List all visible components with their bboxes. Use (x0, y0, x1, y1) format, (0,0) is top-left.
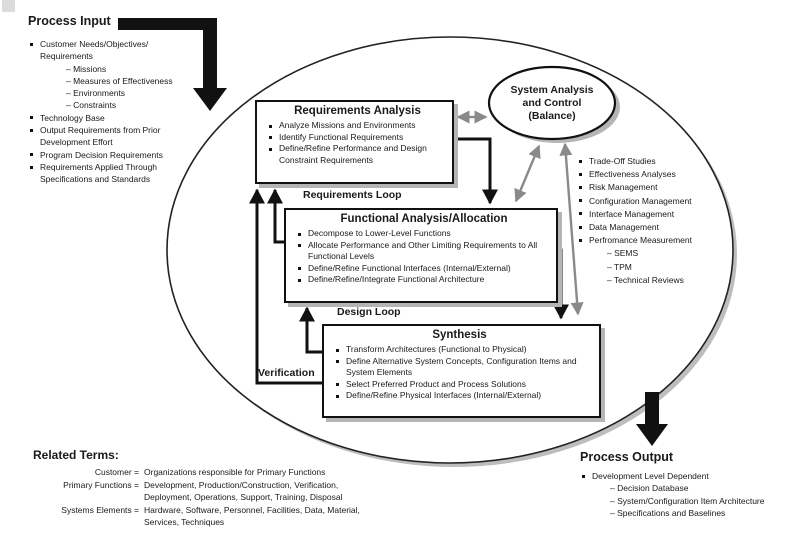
synthesis-title: Synthesis (432, 329, 487, 341)
control-ellipse-label (489, 84, 615, 123)
list-item: Define Alternative System Concepts, Configuration Items and System Elements (334, 356, 585, 379)
list-item: Allocate Performance and Other Limiting Requirements to All Functional Levels (296, 240, 552, 263)
control-ellipse-line: and Control (522, 97, 582, 109)
term: Primary Functions = (63, 480, 139, 490)
control-ellipse-line: (Balance) (528, 110, 576, 122)
related-terms-title: Related Terms: (33, 448, 119, 462)
list-item: – System/Configuration Item Architecture (610, 495, 765, 506)
related-terms-row (33, 504, 386, 528)
list-item: – TPM (607, 261, 632, 272)
design-loop-label: Design Loop (337, 306, 401, 318)
list-item: – Decision Database (610, 483, 689, 494)
process-input-title: Process Input (28, 14, 111, 28)
synthesis-box (322, 324, 601, 418)
list-item: Define/Refine Physical Interfaces (Internal/External) (334, 390, 585, 402)
list-item: Analyze Missions and Environments (267, 120, 448, 132)
list-item: Perfromance Measurement (577, 234, 729, 247)
control-activities-list (577, 155, 729, 287)
list-item: Define/Refine Functional Interfaces (Internal/External) (296, 263, 552, 275)
scan-artifact (2, 0, 15, 12)
term: Customer = (94, 467, 139, 477)
definition: Organizations responsible for Primary Functions (144, 467, 326, 477)
definition: Hardware, Software, Personnel, Facilities, Data, Material, Services, Techniques (144, 505, 360, 527)
list-item: Identify Functional Requirements (267, 132, 448, 144)
list-item: Program Decision Requirements (28, 149, 186, 161)
related-terms-row (33, 466, 386, 478)
control-ellipse-line: System Analysis (510, 84, 594, 96)
list-item: – SEMS (607, 248, 639, 259)
functional-analysis-box (284, 208, 558, 303)
list-item: Trade-Off Studies (577, 155, 729, 168)
list-item: – Technical Reviews (607, 274, 684, 285)
list-item: Data Management (577, 221, 729, 234)
definition: Development, Production/Construction, Verification, Deployment, Operations, Support, Training, Disposal (144, 480, 343, 502)
process-output-list (580, 470, 776, 519)
process-output-title: Process Output (580, 450, 674, 464)
process-input-list (28, 38, 186, 186)
list-item: Define/Refine/Integrate Functional Architecture (296, 274, 552, 286)
list-item: Define/Refine Performance and Design Constraint Requirements (267, 143, 448, 166)
list-item: – Specifications and Baselines (610, 507, 726, 518)
list-item: Effectiveness Analyses (577, 168, 729, 181)
requirements-loop-label: Requirements Loop (303, 189, 402, 201)
list-item: Technology Base (28, 112, 186, 124)
list-item: Decompose to Lower-Level Functions (296, 228, 552, 240)
list-item: Output Requirements from Prior Development Effort (28, 124, 186, 149)
related-terms-row (33, 479, 386, 503)
list-item: Interface Management (577, 208, 729, 221)
requirements-analysis-box (255, 100, 454, 184)
list-item: Customer Needs/Objectives/ Requirements (28, 38, 186, 63)
requirements-analysis-title: Requirements Analysis (294, 105, 421, 117)
verification-label: Verification (258, 367, 315, 379)
list-item: – Constraints (66, 100, 117, 111)
list-item: Development Level Dependent (580, 470, 776, 482)
list-item: Risk Management (577, 181, 729, 194)
functional-analysis-title: Functional Analysis/Allocation (340, 213, 508, 225)
list-item: Configuration Management (577, 195, 729, 208)
related-terms (33, 448, 386, 529)
list-item: Select Preferred Product and Process Solutions (334, 379, 585, 391)
list-item: – Measures of Effectiveness (66, 75, 173, 86)
list-item: – Environments (66, 88, 126, 99)
term: Systems Elements = (61, 505, 139, 515)
list-item: – Missions (66, 63, 107, 74)
list-item: Transform Architectures (Functional to Physical) (334, 344, 585, 356)
list-item: Requirements Applied Through Specifications and Standards (28, 161, 186, 186)
